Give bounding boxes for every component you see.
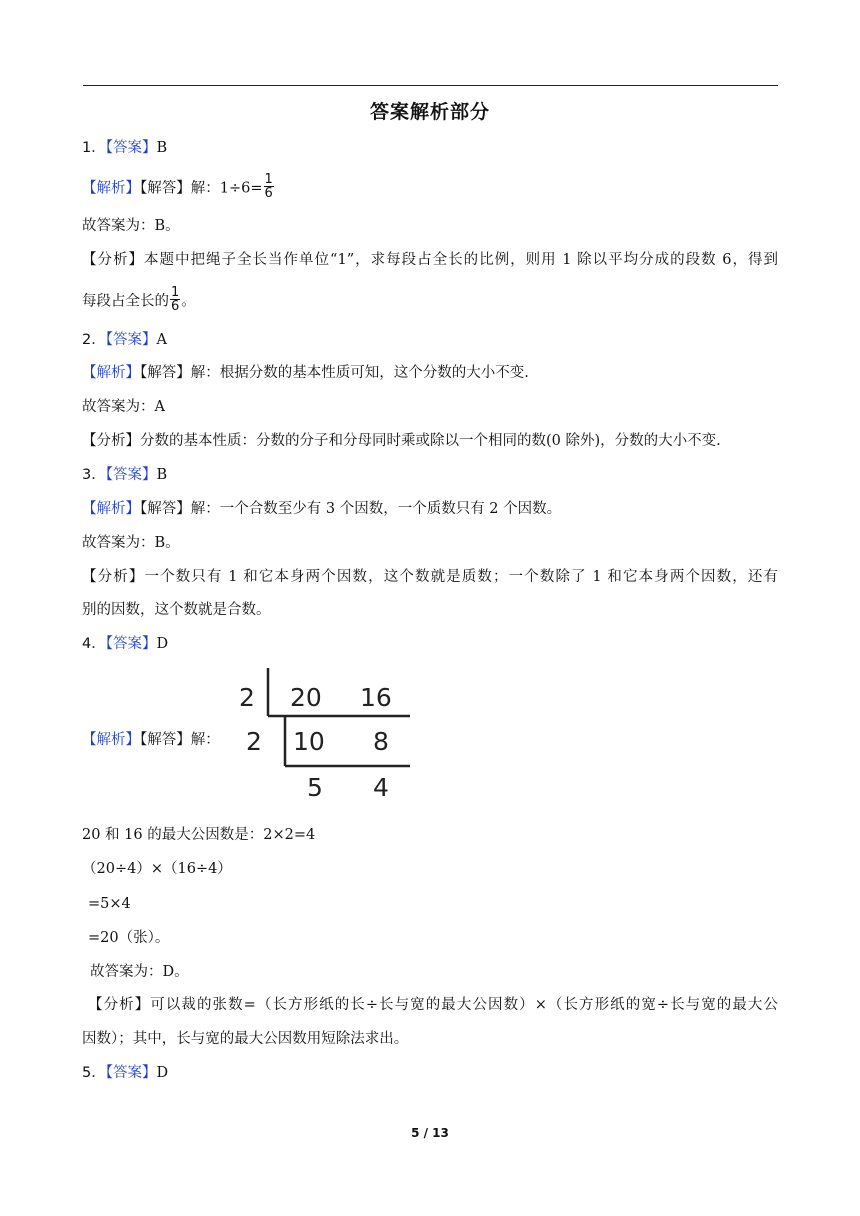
fenxi-tag: 【分析】 xyxy=(88,997,151,1013)
divisor-2: 2 xyxy=(246,727,262,756)
fenxi-tag: 【分析】 xyxy=(82,433,140,449)
page-number: 5 / 13 xyxy=(411,1126,449,1140)
q5-number: 5． xyxy=(82,1065,106,1081)
q2-solution: 解：根据分数的基本性质可知，这个分数的大小不变. xyxy=(190,365,529,381)
q4-solution-line xyxy=(82,729,220,751)
dividend-1b: 16 xyxy=(360,683,392,712)
jieda-tag: 【解答】 xyxy=(140,365,191,381)
q1-analysis-line1 xyxy=(82,249,778,271)
fenxi-tag: 【分析】 xyxy=(82,252,145,268)
q4-step2: （20÷4）×（16÷4） xyxy=(82,861,232,877)
q1-analysis-fraction xyxy=(170,286,180,313)
fraction-numerator: 1 xyxy=(171,285,180,300)
q2-answer-line xyxy=(82,329,167,351)
q1-answer: B xyxy=(156,140,168,156)
header-rule xyxy=(83,85,778,86)
quotient-a: 5 xyxy=(307,773,323,802)
q2-analysis-text: 分数的基本性质：分数的分子和分母同时乘或除以一个相同的数(0 除外)，分数的大小不变. xyxy=(140,433,721,449)
q4-answer: D xyxy=(156,636,169,652)
fraction-denominator: 6 xyxy=(171,299,180,314)
answer-tag: 【答案】 xyxy=(105,1065,157,1081)
fraction-numerator: 1 xyxy=(264,172,273,187)
q1-analysis-text2: 每段占全长的 xyxy=(82,293,169,310)
quotient-b: 4 xyxy=(373,773,389,802)
jiexi-tag: 【解析】 xyxy=(82,180,140,197)
page-title: 答案解析部分 xyxy=(369,101,490,123)
answer-tag: 【答案】 xyxy=(105,636,157,652)
jieda-tag: 【解答】 xyxy=(140,732,191,748)
q2-solution-line xyxy=(82,362,529,384)
answer-tag: 【答案】 xyxy=(105,140,157,156)
q5-answer: D xyxy=(156,1065,169,1081)
q4-analysis-text: 可以裁的张数=（长方形纸的长÷长与宽的最大公因数）×（长方形纸的宽÷长与宽的最大公 xyxy=(150,997,778,1013)
q1-analysis-line2 xyxy=(82,285,196,315)
q3-analysis-text: 一个数只有 1 和它本身两个因数，这个数就是质数；一个数除了 1 和它本身两个因数，还有 xyxy=(144,569,779,585)
q3-analysis-line2: 别的因数，这个数就是合数。 xyxy=(82,602,271,618)
jieda-tag: 【解答】 xyxy=(140,180,191,197)
q2-number: 2． xyxy=(82,332,106,348)
q4-number: 4． xyxy=(82,636,106,652)
q4-step1: 20 和 16 的最大公因数是：2×2=4 xyxy=(82,827,316,843)
q5-answer-line xyxy=(82,1062,168,1084)
q4-conclusion: 故答案为：D。 xyxy=(90,964,189,980)
fenxi-tag: 【分析】 xyxy=(82,569,145,585)
q3-conclusion: 故答案为：B。 xyxy=(82,535,180,551)
q1-fraction xyxy=(264,173,274,200)
q1-analysis-end: 。 xyxy=(181,293,196,310)
q3-number: 3． xyxy=(82,467,106,483)
q4-step4: =20（张）。 xyxy=(88,930,170,946)
q4-step3: =5×4 xyxy=(88,896,131,912)
q2-analysis-line xyxy=(82,430,721,452)
q4-analysis-line2: 因数）；其中，长与宽的最大公因数用短除法求出。 xyxy=(82,1031,409,1047)
dividend-2a: 10 xyxy=(293,727,325,756)
q4-analysis-line1 xyxy=(88,994,778,1016)
q3-solution: 解：一个合数至少有 3 个因数，一个质数只有 2 个因数。 xyxy=(190,501,562,517)
q1-answer-line xyxy=(82,137,167,159)
jiexi-tag: 【解析】 xyxy=(82,365,140,381)
dividend-2b: 8 xyxy=(373,727,389,756)
q2-conclusion: 故答案为：A xyxy=(82,399,165,415)
short-division-diagram xyxy=(230,668,420,803)
q1-solution-line xyxy=(82,172,275,202)
dividend-1a: 20 xyxy=(290,683,322,712)
q3-solution-line xyxy=(82,498,561,520)
q1-analysis-text: 本题中把绳子全长当作单位“1”，求每段占全长的比例，则用 1 除以平均分成的段数 6，得到 xyxy=(144,252,778,268)
q1-conclusion: 故答案为：B。 xyxy=(82,218,180,234)
q3-answer-line xyxy=(82,464,167,486)
q1-solution: 解：1÷6= xyxy=(190,180,263,197)
jiexi-tag: 【解析】 xyxy=(82,732,140,748)
q4-answer-line xyxy=(82,633,168,655)
q3-answer: B xyxy=(156,467,168,483)
fraction-denominator: 6 xyxy=(264,186,273,201)
q2-answer: A xyxy=(156,332,167,348)
q3-analysis-line1 xyxy=(82,566,778,588)
divisor-1: 2 xyxy=(239,683,255,712)
answer-tag: 【答案】 xyxy=(105,467,157,483)
jiexi-tag: 【解析】 xyxy=(82,501,140,517)
q4-solution: 解： xyxy=(190,732,220,748)
q1-number: 1． xyxy=(82,140,106,156)
jieda-tag: 【解答】 xyxy=(140,501,191,517)
answer-tag: 【答案】 xyxy=(105,332,157,348)
